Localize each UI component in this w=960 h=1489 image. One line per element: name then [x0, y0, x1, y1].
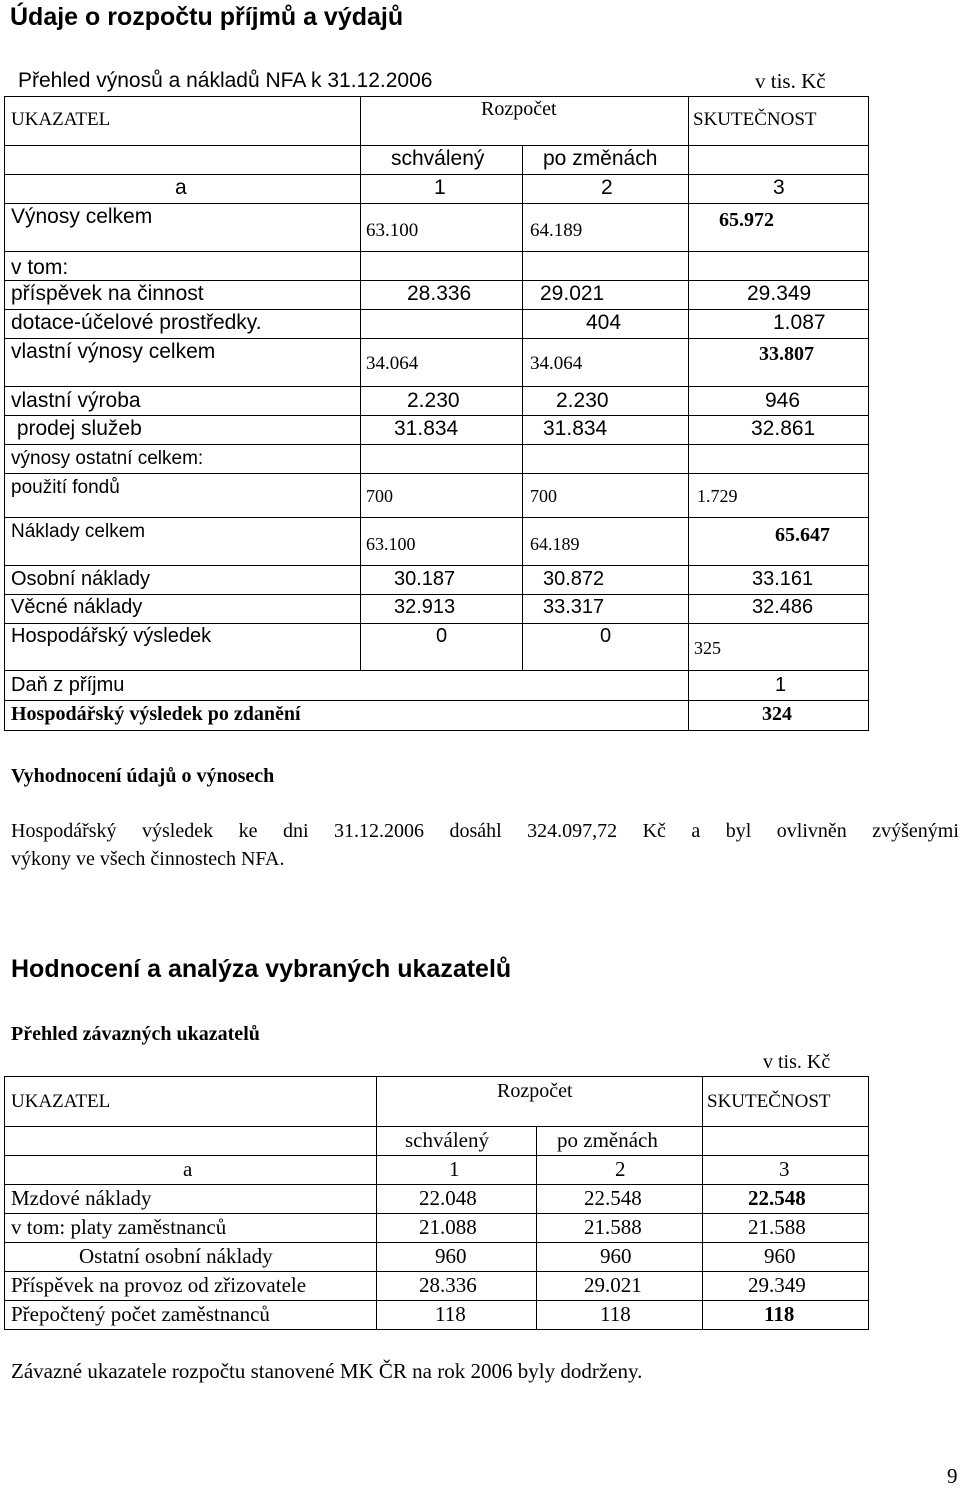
section2-heading: Hodnocení a analýza vybraných ukazatelů [11, 955, 512, 983]
table-row: Hospodářský výsledek po zdanění 324 [5, 701, 869, 731]
table-row: dotace-účelové prostředky. 404 1.087 [5, 310, 869, 339]
table-row: Mzdové náklady 22.048 22.548 22.548 [5, 1185, 869, 1214]
table1-unit: v tis. Kč [755, 69, 826, 93]
table-row: Věcné náklady 32.913 33.317 32.486 [5, 595, 869, 624]
table-row: v tom: [5, 252, 869, 281]
table-row: Osobní náklady 30.187 30.872 33.161 [5, 566, 869, 595]
table2-header-indicator: UKAZATEL [5, 1077, 377, 1127]
table-row: Hospodářský výsledek 0 0 325 [5, 624, 869, 671]
table1-header-budget: Rozpočet [361, 97, 689, 146]
table-row: vlastní výnosy celkem 34.064 34.064 33.807 [5, 339, 869, 387]
table2-header-after-changes: po změnách [557, 1128, 658, 1152]
section2-subheading: Přehled závazných ukazatelů [11, 1023, 260, 1045]
table2-subheader-row [5, 1127, 869, 1156]
table-row: prodej služeb 31.834 31.834 32.861 [5, 416, 869, 445]
page-heading: Údaje o rozpočtu příjmů a výdajů [10, 3, 404, 31]
table2-grid [4, 1076, 869, 1330]
table2-colnum-row: a 1 2 3 [5, 1156, 869, 1185]
table1-subheader-row [5, 146, 869, 175]
table1-colnum-row: a 1 2 3 [5, 175, 869, 204]
table-row: Přepočtený počet zaměstnanců 118 118 118 [5, 1301, 869, 1330]
table1-grid [4, 96, 869, 731]
table1-header-actual: SKUTEČNOST [689, 97, 869, 146]
table-row: Náklady celkem 63.100 64.189 65.647 [5, 518, 869, 566]
table2-note: Závazné ukazatele rozpočtu stanovené MK ČR na rok 2006 byly dodrženy. [11, 1359, 643, 1383]
table-row: příspěvek na činnost 28.336 29.021 29.349 [5, 281, 869, 310]
table-row: vlastní výroba 2.230 2.230 946 [5, 387, 869, 416]
table2-header-actual: SKUTEČNOST [703, 1077, 869, 1127]
table-row: Příspěvek na provoz od zřizovatele 28.336 29.021 29.349 [5, 1272, 869, 1301]
table-row: v tom: platy zaměstnanců 21.088 21.588 21.588 [5, 1214, 869, 1243]
table2-header-approved: schválený [405, 1128, 489, 1152]
section1-heading: Vyhodnocení údajů o výnosech [11, 765, 275, 787]
table-row: Daň z příjmu 1 [5, 671, 869, 701]
table1-header-approved: schválený [391, 147, 485, 170]
table2-unit: v tis. Kč [763, 1051, 831, 1073]
table-row: Výnosy celkem 63.100 64.189 65.972 [5, 204, 869, 252]
table2-header-budget: Rozpočet [377, 1077, 703, 1127]
section1-paragraph-line2: výkony ve všech činnostech NFA. [11, 848, 285, 870]
table-row: použití fondů 700 700 1.729 [5, 474, 869, 518]
table-row: Ostatní osobní náklady 960 960 960 [5, 1243, 869, 1272]
table1-header-after-changes: po změnách [543, 147, 658, 170]
table1-header-indicator: UKAZATEL [5, 97, 361, 146]
table-row: výnosy ostatní celkem: [5, 445, 869, 474]
page-number: 9 [947, 1464, 958, 1488]
table1-caption: Přehled výnosů a nákladů NFA k 31.12.2006 [18, 69, 433, 92]
section1-paragraph-line1: Hospodářský výsledek ke dni 31.12.2006 dosáhl 324.097,72 Kč a byl ovlivněn zvýšenými [11, 820, 959, 842]
